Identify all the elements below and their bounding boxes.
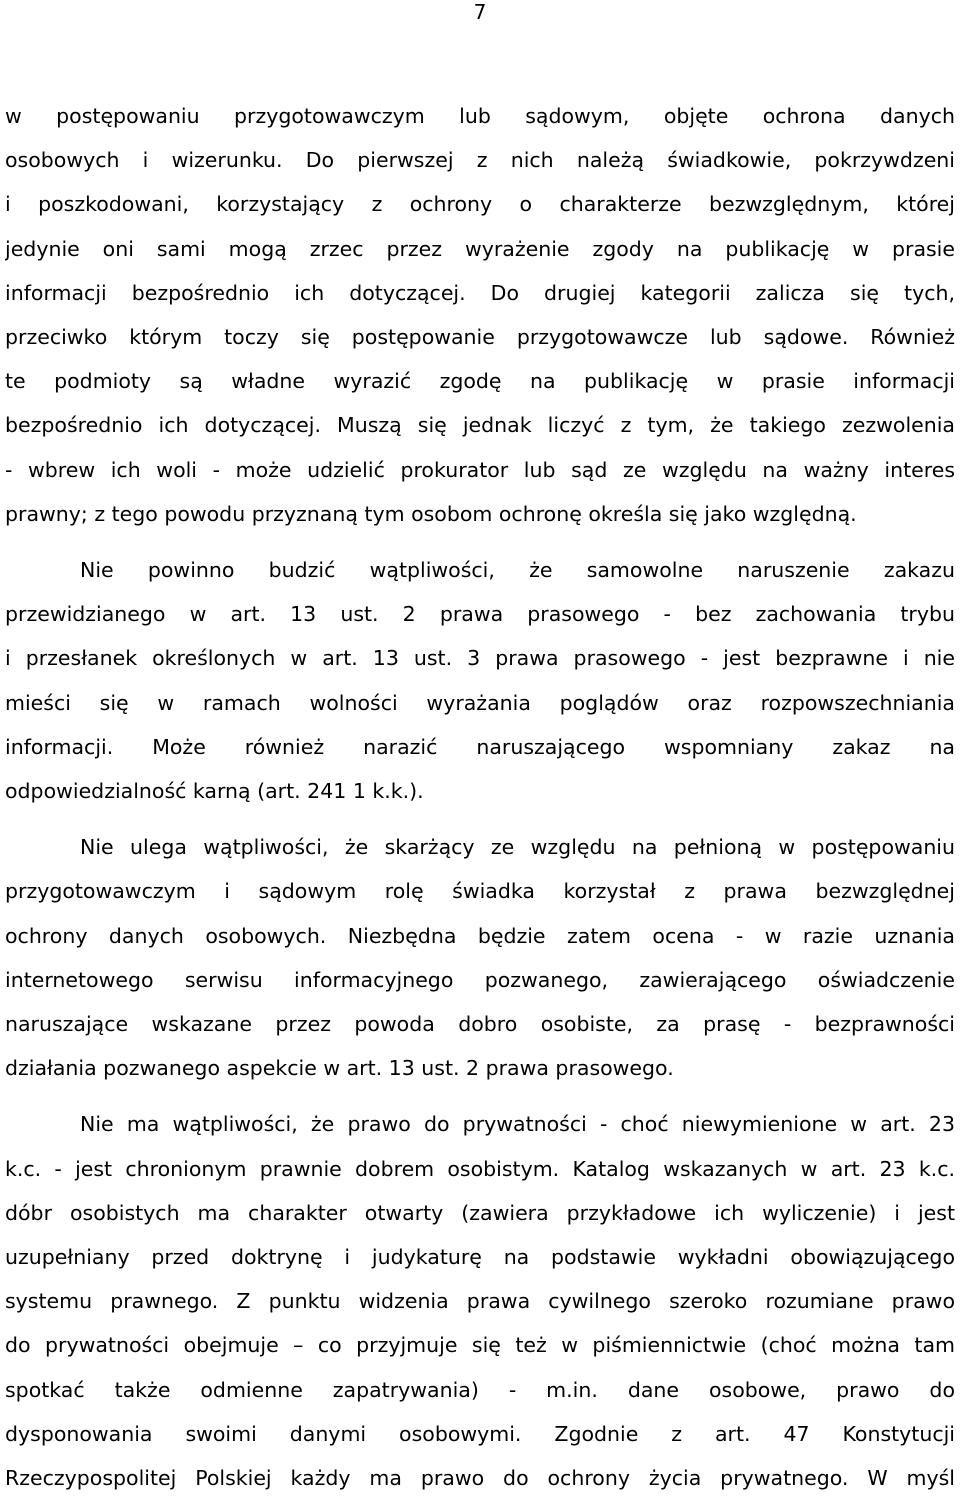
document-body: [5, 94, 955, 1500]
paragraph-1: [5, 94, 955, 536]
paragraph-4: [5, 1102, 955, 1500]
text-line: systemu prawnego. Z punktu widzenia prawa cywilnego szeroko rozumiane prawo: [5, 1289, 955, 1314]
text-line: internetowego serwisu informacyjnego pozwanego, zawierającego oświadczenie: [5, 967, 955, 992]
text-line: dóbr osobistych ma charakter otwarty (zawiera przykładowe ich wyliczenie) i jest: [5, 1200, 955, 1225]
text-line: prawny; z tego powodu przyznaną tym osobom ochronę określa się jako względną.: [5, 501, 857, 526]
text-line: Nie powinno budzić wątpliwości, że samowolne naruszenie zakazu: [80, 558, 955, 583]
text-line: przygotowawczym i sądowym rolę świadka korzystał z prawa bezwzględnej: [5, 879, 955, 904]
text-line: osobowych i wizerunku. Do pierwszej z nich należą świadkowie, pokrzywdzeni: [5, 148, 955, 173]
text-line: ochrony danych osobowych. Niezbędna będzie zatem ocena - w razie uznania: [5, 923, 955, 948]
page-number: 7: [473, 0, 487, 24]
text-line: jedynie oni sami mogą zrzec przez wyrażenie zgody na publikację w prasie: [5, 236, 955, 261]
text-line: - wbrew ich woli - może udzielić prokurator lub sąd ze względu na ważny interes: [5, 457, 955, 482]
text-line: informacji. Może również narazić naruszającego wspomniany zakaz na: [5, 734, 955, 759]
text-line: odpowiedzialność karną (art. 241 1 k.k.).: [5, 779, 424, 804]
text-line: te podmioty są władne wyrazić zgodę na publikację w prasie informacji: [5, 369, 955, 394]
paragraph-2: [5, 548, 955, 813]
text-line: przewidzianego w art. 13 ust. 2 prawa prasowego - bez zachowania trybu: [5, 602, 955, 627]
paragraph-gap: [5, 536, 955, 548]
text-line: przeciwko którym toczy się postępowanie przygotowawcze lub sądowe. Również: [5, 325, 955, 350]
text-line: mieści się w ramach wolności wyrażania poglądów oraz rozpowszechniania: [5, 690, 955, 715]
text-line: Rzeczypospolitej Polskiej każdy ma prawo do ochrony życia prywatnego. W myśl: [5, 1466, 955, 1491]
text-line: działania pozwanego aspekcie w art. 13 ust. 2 prawa prasowego.: [5, 1056, 674, 1081]
paragraph-gap: [5, 813, 955, 825]
paragraph-gap: [5, 1090, 955, 1102]
text-line: k.c. - jest chronionym prawnie dobrem osobistym. Katalog wskazanych w art. 23 k.c.: [5, 1156, 955, 1181]
text-line: bezpośrednio ich dotyczącej. Muszą się jednak liczyć z tym, że takiego zezwolenia: [5, 413, 955, 438]
text-line: Nie ma wątpliwości, że prawo do prywatności - choć niewymienione w art. 23: [80, 1112, 955, 1137]
text-line: do prywatności obejmuje – co przyjmuje się też w piśmiennictwie (choć można tam: [5, 1333, 955, 1358]
text-line: spotkać także odmienne zapatrywania) - m.in. dane osobowe, prawo do: [5, 1377, 955, 1402]
text-line: i poszkodowani, korzystający z ochrony o charakterze bezwzględnym, której: [5, 192, 955, 217]
text-line: dysponowania swoimi danymi osobowymi. Zgodnie z art. 47 Konstytucji: [5, 1421, 955, 1446]
text-line: naruszające wskazane przez powoda dobro osobiste, za prasę - bezprawności: [5, 1012, 955, 1037]
text-line: w postępowaniu przygotowawczym lub sądowym, objęte ochrona danych: [5, 104, 955, 128]
text-line: informacji bezpośrednio ich dotyczącej. Do drugiej kategorii zalicza się tych,: [5, 280, 955, 305]
text-line: i przesłanek określonych w art. 13 ust. 3 prawa prasowego - jest bezprawne i nie: [5, 646, 955, 671]
paragraph-3: [5, 825, 955, 1090]
text-line: uzupełniany przed doktrynę i judykaturę na podstawie wykładni obowiązującego: [5, 1245, 955, 1270]
text-line: Nie ulega wątpliwości, że skarżący ze względu na pełnioną w postępowaniu: [80, 835, 955, 860]
